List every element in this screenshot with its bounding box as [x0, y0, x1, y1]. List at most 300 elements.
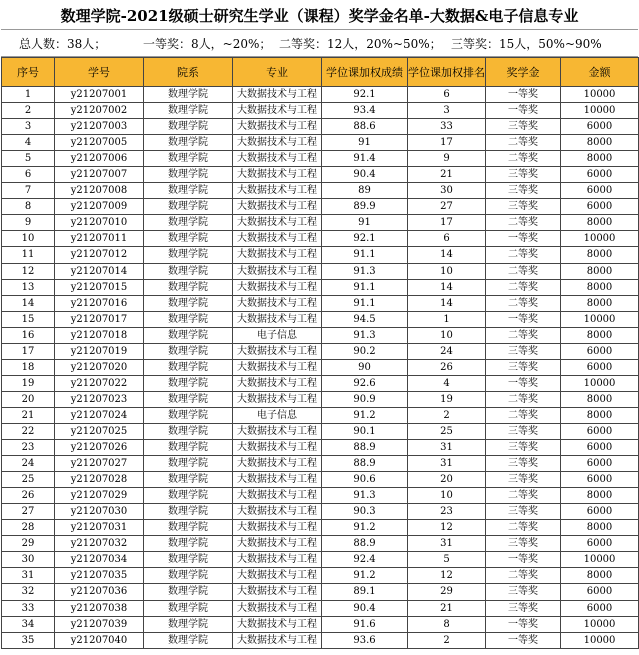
col-index-cell: 30 — [2, 552, 55, 568]
col-weighted-score-cell: 88.9 — [322, 536, 408, 552]
col-weighted-rank-cell: 14 — [408, 279, 486, 295]
col-student-id-cell: y21207006 — [55, 151, 144, 167]
col-index-cell: 12 — [2, 263, 55, 279]
col-award-cell: 三等奖 — [486, 504, 561, 520]
col-student-id-cell: y21207026 — [55, 440, 144, 456]
col-major-cell: 大数据技术与工程 — [233, 359, 322, 375]
col-amount-cell: 6000 — [561, 536, 639, 552]
col-amount-cell: 8000 — [561, 391, 639, 407]
col-index-cell: 7 — [2, 183, 55, 199]
col-weighted-score-cell: 90.3 — [322, 504, 408, 520]
col-department-cell: 数理学院 — [144, 423, 233, 439]
col-amount-cell: 8000 — [561, 135, 639, 151]
col-weighted-rank-cell: 26 — [408, 359, 486, 375]
col-major-cell: 大数据技术与工程 — [233, 456, 322, 472]
col-major-cell: 大数据技术与工程 — [233, 247, 322, 263]
col-major-cell: 电子信息 — [233, 407, 322, 423]
col-award-cell: 一等奖 — [486, 103, 561, 119]
col-weighted-score-cell: 90.1 — [322, 423, 408, 439]
col-weighted-score-cell: 90.6 — [322, 472, 408, 488]
col-weighted-rank-cell: 33 — [408, 119, 486, 135]
col-student-id-cell: y21207002 — [55, 103, 144, 119]
col-student-id-cell: y21207010 — [55, 215, 144, 231]
col-amount-cell: 10000 — [561, 616, 639, 632]
col-student-id-cell: y21207025 — [55, 423, 144, 439]
col-index-cell: 22 — [2, 423, 55, 439]
col-index-cell: 21 — [2, 407, 55, 423]
col-weighted-rank-cell: 19 — [408, 391, 486, 407]
col-index-cell: 9 — [2, 215, 55, 231]
col-weighted-rank-cell: 6 — [408, 87, 486, 103]
col-student-id-cell: y21207031 — [55, 520, 144, 536]
col-student-id-cell: y21207034 — [55, 552, 144, 568]
col-major-cell: 大数据技术与工程 — [233, 151, 322, 167]
summary-second: 二等奖：12人，20%~50%； — [279, 36, 442, 51]
col-major-cell: 大数据技术与工程 — [233, 119, 322, 135]
col-major-cell: 电子信息 — [233, 327, 322, 343]
col-index-cell: 1 — [2, 87, 55, 103]
col-amount-cell: 10000 — [561, 632, 639, 648]
col-major-cell: 大数据技术与工程 — [233, 488, 322, 504]
table-row — [2, 119, 639, 135]
col-weighted-score-cell: 92.1 — [322, 231, 408, 247]
col-weighted-rank-cell: 2 — [408, 407, 486, 423]
col-award-cell: 二等奖 — [486, 295, 561, 311]
col-department-cell: 数理学院 — [144, 600, 233, 616]
table-row — [2, 600, 639, 616]
col-department-cell: 数理学院 — [144, 199, 233, 215]
col-index-cell: 10 — [2, 231, 55, 247]
col-award-cell: 三等奖 — [486, 423, 561, 439]
col-amount-cell: 10000 — [561, 311, 639, 327]
col-student-id-cell: y21207022 — [55, 375, 144, 391]
col-major-cell: 大数据技术与工程 — [233, 536, 322, 552]
col-index-cell: 3 — [2, 119, 55, 135]
table-row — [2, 215, 639, 231]
col-major-cell: 大数据技术与工程 — [233, 135, 322, 151]
col-weighted-rank-cell: 31 — [408, 536, 486, 552]
col-award-cell: 三等奖 — [486, 440, 561, 456]
col-weighted-rank-cell: 30 — [408, 183, 486, 199]
col-weighted-score-cell: 91.4 — [322, 151, 408, 167]
col-weighted-score-cell: 93.6 — [322, 632, 408, 648]
col-award-cell: 一等奖 — [486, 632, 561, 648]
col-award-cell: 二等奖 — [486, 247, 561, 263]
col-award-cell: 三等奖 — [486, 456, 561, 472]
col-department-cell: 数理学院 — [144, 391, 233, 407]
col-weighted-score-cell: 92.4 — [322, 552, 408, 568]
col-amount-cell: 6000 — [561, 440, 639, 456]
col-major-cell: 大数据技术与工程 — [233, 552, 322, 568]
col-department-cell: 数理学院 — [144, 247, 233, 263]
table-row — [2, 151, 639, 167]
col-weighted-score-cell: 90.4 — [322, 167, 408, 183]
col-award-cell: 二等奖 — [486, 279, 561, 295]
col-award-cell: 三等奖 — [486, 359, 561, 375]
col-department-cell: 数理学院 — [144, 440, 233, 456]
col-weighted-rank-cell: 17 — [408, 135, 486, 151]
col-major-cell: 大数据技术与工程 — [233, 440, 322, 456]
col-weighted-score-cell: 89.9 — [322, 199, 408, 215]
col-weighted-rank-cell: 10 — [408, 488, 486, 504]
col-major-cell: 大数据技术与工程 — [233, 167, 322, 183]
col-department-cell: 数理学院 — [144, 183, 233, 199]
table-row — [2, 231, 639, 247]
table-row — [2, 536, 639, 552]
col-weighted-score-cell: 90.9 — [322, 391, 408, 407]
col-index-cell: 15 — [2, 311, 55, 327]
table-row — [2, 375, 639, 391]
col-student-id-cell: y21207023 — [55, 391, 144, 407]
col-student-id-cell: y21207038 — [55, 600, 144, 616]
col-department-cell: 数理学院 — [144, 295, 233, 311]
col-weighted-rank-cell: 14 — [408, 295, 486, 311]
col-weighted-score-cell: 91.6 — [322, 616, 408, 632]
col-student-id-cell: y21207019 — [55, 343, 144, 359]
col-department-cell: 数理学院 — [144, 407, 233, 423]
col-department-cell: 数理学院 — [144, 343, 233, 359]
col-student-id-cell: y21207015 — [55, 279, 144, 295]
col-amount-cell: 8000 — [561, 247, 639, 263]
table-row — [2, 584, 639, 600]
col-award-cell: 三等奖 — [486, 183, 561, 199]
col-index-cell: 27 — [2, 504, 55, 520]
col-amount-cell: 6000 — [561, 167, 639, 183]
col-amount-cell: 8000 — [561, 407, 639, 423]
col-amount-cell: 8000 — [561, 327, 639, 343]
col-index-cell: 29 — [2, 536, 55, 552]
col-weighted-score-cell: 91.3 — [322, 263, 408, 279]
table-row — [2, 391, 639, 407]
col-student-id-cell: y21207016 — [55, 295, 144, 311]
col-major-cell: 大数据技术与工程 — [233, 375, 322, 391]
col-weighted-rank-header: 学位课加权排名 — [408, 58, 486, 87]
col-index-header: 序号 — [2, 58, 55, 87]
col-weighted-rank-cell: 1 — [408, 311, 486, 327]
col-department-cell: 数理学院 — [144, 215, 233, 231]
col-weighted-rank-cell: 31 — [408, 456, 486, 472]
col-major-cell: 大数据技术与工程 — [233, 504, 322, 520]
col-weighted-rank-cell: 12 — [408, 520, 486, 536]
col-department-cell: 数理学院 — [144, 263, 233, 279]
col-department-cell: 数理学院 — [144, 488, 233, 504]
col-index-cell: 13 — [2, 279, 55, 295]
col-major-cell: 大数据技术与工程 — [233, 600, 322, 616]
col-weighted-rank-cell: 9 — [408, 151, 486, 167]
col-department-cell: 数理学院 — [144, 375, 233, 391]
col-student-id-cell: y21207012 — [55, 247, 144, 263]
col-weighted-rank-cell: 21 — [408, 167, 486, 183]
title-row — [1, 1, 638, 29]
table-row — [2, 183, 639, 199]
col-department-header: 院系 — [144, 58, 233, 87]
col-major-cell: 大数据技术与工程 — [233, 215, 322, 231]
col-student-id-cell: y21207011 — [55, 231, 144, 247]
col-amount-cell: 8000 — [561, 151, 639, 167]
col-weighted-score-cell: 94.5 — [322, 311, 408, 327]
col-amount-cell: 6000 — [561, 199, 639, 215]
col-index-cell: 35 — [2, 632, 55, 648]
col-index-cell: 4 — [2, 135, 55, 151]
col-award-cell: 三等奖 — [486, 119, 561, 135]
col-award-cell: 二等奖 — [486, 151, 561, 167]
table-row — [2, 440, 639, 456]
table-row — [2, 407, 639, 423]
col-student-id-cell: y21207007 — [55, 167, 144, 183]
col-student-id-cell: y21207008 — [55, 183, 144, 199]
col-department-cell: 数理学院 — [144, 552, 233, 568]
col-major-cell: 大数据技术与工程 — [233, 423, 322, 439]
table-row — [2, 552, 639, 568]
col-award-cell: 二等奖 — [486, 327, 561, 343]
table-row — [2, 327, 639, 343]
col-weighted-rank-cell: 14 — [408, 247, 486, 263]
col-student-id-cell: y21207020 — [55, 359, 144, 375]
summary-third: 三等奖：15人，50%~90% — [451, 36, 602, 51]
scholarship-sheet — [1, 1, 638, 653]
col-weighted-rank-cell: 21 — [408, 600, 486, 616]
table-row — [2, 263, 639, 279]
col-student-id-cell: y21207003 — [55, 119, 144, 135]
col-student-id-cell: y21207032 — [55, 536, 144, 552]
table-row — [2, 199, 639, 215]
col-student-id-cell: y21207014 — [55, 263, 144, 279]
col-student-id-cell: y21207017 — [55, 311, 144, 327]
col-student-id-cell: y21207009 — [55, 199, 144, 215]
col-amount-cell: 6000 — [561, 183, 639, 199]
col-index-cell: 32 — [2, 584, 55, 600]
col-weighted-rank-cell: 8 — [408, 616, 486, 632]
col-amount-cell: 8000 — [561, 263, 639, 279]
col-department-cell: 数理学院 — [144, 520, 233, 536]
summary-total: 总人数：38人； — [19, 36, 107, 51]
table-row — [2, 279, 639, 295]
col-student-id-cell: y21207028 — [55, 472, 144, 488]
col-major-cell: 大数据技术与工程 — [233, 183, 322, 199]
table-row — [2, 456, 639, 472]
table-row — [2, 423, 639, 439]
col-index-cell: 18 — [2, 359, 55, 375]
col-student-id-cell: y21207027 — [55, 456, 144, 472]
table-row — [2, 568, 639, 584]
col-amount-cell: 10000 — [561, 552, 639, 568]
col-weighted-rank-cell: 17 — [408, 215, 486, 231]
col-student-id-cell: y21207029 — [55, 488, 144, 504]
table-row — [2, 135, 639, 151]
col-index-cell: 34 — [2, 616, 55, 632]
col-index-cell: 14 — [2, 295, 55, 311]
col-department-cell: 数理学院 — [144, 632, 233, 648]
col-department-cell: 数理学院 — [144, 359, 233, 375]
col-student-id-cell: y21207039 — [55, 616, 144, 632]
col-amount-cell: 6000 — [561, 472, 639, 488]
col-major-cell: 大数据技术与工程 — [233, 584, 322, 600]
col-award-cell: 三等奖 — [486, 536, 561, 552]
col-department-cell: 数理学院 — [144, 135, 233, 151]
col-amount-cell: 8000 — [561, 295, 639, 311]
col-award-cell: 一等奖 — [486, 231, 561, 247]
col-department-cell: 数理学院 — [144, 151, 233, 167]
col-amount-cell: 8000 — [561, 568, 639, 584]
col-index-cell: 8 — [2, 199, 55, 215]
col-department-cell: 数理学院 — [144, 311, 233, 327]
col-amount-cell: 6000 — [561, 456, 639, 472]
col-amount-cell: 6000 — [561, 600, 639, 616]
col-index-cell: 24 — [2, 456, 55, 472]
col-department-cell: 数理学院 — [144, 327, 233, 343]
col-major-cell: 大数据技术与工程 — [233, 472, 322, 488]
col-award-cell: 一等奖 — [486, 375, 561, 391]
col-amount-cell: 8000 — [561, 520, 639, 536]
col-weighted-rank-cell: 23 — [408, 504, 486, 520]
col-index-cell: 11 — [2, 247, 55, 263]
col-student-id-cell: y21207030 — [55, 504, 144, 520]
col-major-cell: 大数据技术与工程 — [233, 279, 322, 295]
col-student-id-cell: y21207024 — [55, 407, 144, 423]
col-index-cell: 28 — [2, 520, 55, 536]
col-award-cell: 一等奖 — [486, 616, 561, 632]
col-major-cell: 大数据技术与工程 — [233, 199, 322, 215]
col-weighted-score-cell: 88.9 — [322, 440, 408, 456]
table-row — [2, 311, 639, 327]
col-amount-cell: 10000 — [561, 375, 639, 391]
col-weighted-score-cell: 90.4 — [322, 600, 408, 616]
col-weighted-rank-cell: 20 — [408, 472, 486, 488]
col-department-cell: 数理学院 — [144, 472, 233, 488]
scholarship-table — [1, 57, 639, 649]
col-amount-cell: 8000 — [561, 279, 639, 295]
col-weighted-score-cell: 91.1 — [322, 247, 408, 263]
col-award-cell: 二等奖 — [486, 263, 561, 279]
col-index-cell: 25 — [2, 472, 55, 488]
col-student-id-cell: y21207018 — [55, 327, 144, 343]
col-weighted-score-cell: 88.9 — [322, 456, 408, 472]
col-weighted-score-cell: 91.2 — [322, 407, 408, 423]
col-amount-cell: 6000 — [561, 359, 639, 375]
col-index-cell: 17 — [2, 343, 55, 359]
col-weighted-rank-cell: 12 — [408, 568, 486, 584]
col-amount-cell: 6000 — [561, 119, 639, 135]
col-department-cell: 数理学院 — [144, 504, 233, 520]
col-department-cell: 数理学院 — [144, 119, 233, 135]
col-major-cell: 大数据技术与工程 — [233, 263, 322, 279]
col-index-cell: 19 — [2, 375, 55, 391]
col-index-cell: 5 — [2, 151, 55, 167]
table-row — [2, 87, 639, 103]
col-weighted-rank-cell: 2 — [408, 632, 486, 648]
col-index-cell: 31 — [2, 568, 55, 584]
col-award-cell: 三等奖 — [486, 343, 561, 359]
col-student-id-cell: y21207035 — [55, 568, 144, 584]
sheet-title: 数理学院-2021级硕士研究生学业（课程）奖学金名单-大数据&电子信息专业 — [60, 6, 579, 25]
col-weighted-score-cell: 91.1 — [322, 295, 408, 311]
col-award-cell: 三等奖 — [486, 600, 561, 616]
col-amount-cell: 6000 — [561, 343, 639, 359]
col-award-cell: 三等奖 — [486, 584, 561, 600]
col-award-cell: 一等奖 — [486, 552, 561, 568]
col-award-header: 奖学金 — [486, 58, 561, 87]
col-weighted-rank-cell: 6 — [408, 231, 486, 247]
table-row — [2, 343, 639, 359]
col-weighted-score-cell: 89 — [322, 183, 408, 199]
col-weighted-rank-cell: 31 — [408, 440, 486, 456]
col-student-id-header: 学号 — [55, 58, 144, 87]
col-weighted-rank-cell: 3 — [408, 103, 486, 119]
col-department-cell: 数理学院 — [144, 616, 233, 632]
col-award-cell: 三等奖 — [486, 199, 561, 215]
col-weighted-score-cell: 90.2 — [322, 343, 408, 359]
col-major-cell: 大数据技术与工程 — [233, 87, 322, 103]
summary-row — [1, 29, 638, 57]
table-row — [2, 359, 639, 375]
table-row — [2, 520, 639, 536]
col-weighted-score-cell: 91.2 — [322, 568, 408, 584]
col-index-cell: 23 — [2, 440, 55, 456]
col-index-cell: 2 — [2, 103, 55, 119]
col-department-cell: 数理学院 — [144, 584, 233, 600]
col-major-cell: 大数据技术与工程 — [233, 295, 322, 311]
table-row — [2, 167, 639, 183]
col-major-cell: 大数据技术与工程 — [233, 616, 322, 632]
col-weighted-score-cell: 91.3 — [322, 488, 408, 504]
col-index-cell: 16 — [2, 327, 55, 343]
table-row — [2, 472, 639, 488]
col-weighted-score-cell: 93.4 — [322, 103, 408, 119]
col-weighted-score-header: 学位课加权成绩 — [322, 58, 408, 87]
col-student-id-cell: y21207036 — [55, 584, 144, 600]
col-student-id-cell: y21207005 — [55, 135, 144, 151]
table-row — [2, 247, 639, 263]
col-student-id-cell: y21207040 — [55, 632, 144, 648]
table-row — [2, 504, 639, 520]
col-department-cell: 数理学院 — [144, 167, 233, 183]
col-index-cell: 20 — [2, 391, 55, 407]
col-department-cell: 数理学院 — [144, 231, 233, 247]
table-row — [2, 488, 639, 504]
col-amount-cell: 8000 — [561, 488, 639, 504]
col-department-cell: 数理学院 — [144, 103, 233, 119]
col-weighted-rank-cell: 10 — [408, 327, 486, 343]
col-major-cell: 大数据技术与工程 — [233, 568, 322, 584]
table-row — [2, 616, 639, 632]
col-index-cell: 6 — [2, 167, 55, 183]
col-major-cell: 大数据技术与工程 — [233, 231, 322, 247]
col-weighted-rank-cell: 4 — [408, 375, 486, 391]
header-row — [2, 58, 639, 87]
col-award-cell: 一等奖 — [486, 87, 561, 103]
col-department-cell: 数理学院 — [144, 568, 233, 584]
col-major-cell: 大数据技术与工程 — [233, 103, 322, 119]
col-award-cell: 二等奖 — [486, 488, 561, 504]
col-amount-cell: 6000 — [561, 504, 639, 520]
col-weighted-score-cell: 91.3 — [322, 327, 408, 343]
col-department-cell: 数理学院 — [144, 536, 233, 552]
col-major-cell: 大数据技术与工程 — [233, 311, 322, 327]
table-row — [2, 632, 639, 648]
col-amount-cell: 6000 — [561, 423, 639, 439]
col-major-header: 专业 — [233, 58, 322, 87]
col-major-cell: 大数据技术与工程 — [233, 520, 322, 536]
col-weighted-score-cell: 91.2 — [322, 520, 408, 536]
table-row — [2, 103, 639, 119]
col-weighted-score-cell: 91 — [322, 215, 408, 231]
col-award-cell: 二等奖 — [486, 135, 561, 151]
col-weighted-score-cell: 88.6 — [322, 119, 408, 135]
col-index-cell: 26 — [2, 488, 55, 504]
col-weighted-rank-cell: 10 — [408, 263, 486, 279]
col-amount-cell: 8000 — [561, 215, 639, 231]
col-weighted-rank-cell: 25 — [408, 423, 486, 439]
